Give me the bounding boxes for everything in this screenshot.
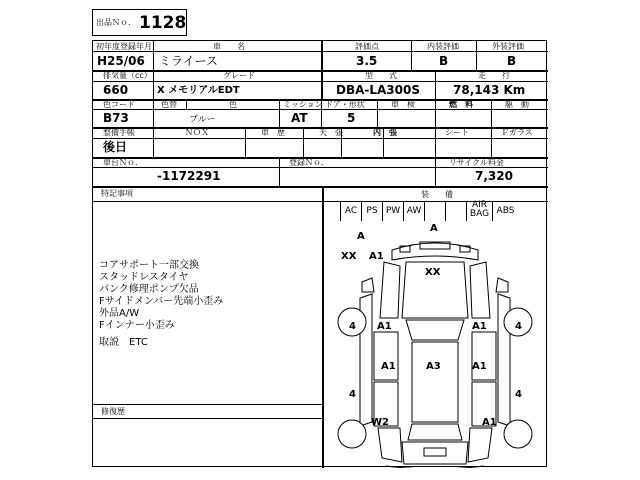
model-code-label: 型 式 (365, 71, 397, 80)
tire-front-left: 4 (349, 321, 356, 332)
mark-fender-left-a1: A1 (369, 251, 384, 262)
mark-rear-right: A1 (482, 417, 497, 428)
nox-label: ＮＯＸ (185, 128, 209, 137)
mark-hood: XX (425, 267, 441, 278)
exterior-grade-label: 外装評価 (492, 42, 524, 51)
mileage-label: 走 行 (478, 71, 510, 80)
exterior-grade-value: B (507, 54, 517, 68)
tire-rear-right: 4 (515, 389, 522, 400)
lot-number-box (92, 9, 187, 36)
car-history-label: 車 歴 (261, 128, 285, 137)
remarks-list (99, 260, 223, 332)
color-change-label: 色替 (161, 100, 177, 109)
mark-rear-left: W2 (371, 417, 389, 428)
tire-front-right: 4 (515, 321, 522, 332)
equipment-cell: ABS (492, 201, 518, 221)
car-name-value: ミライース (159, 54, 219, 68)
mark-door-right: A1 (472, 361, 487, 372)
equipment-cell: PW (382, 201, 403, 221)
door-shape-value: 5 (347, 111, 356, 125)
car-name-label: 車 名 (213, 42, 245, 51)
grade-label: グレード (223, 71, 255, 80)
equipment-cell (424, 201, 445, 221)
inspection-sheet (92, 40, 547, 467)
interior-grade-value: B (439, 54, 449, 68)
drive-label: 駆 動 (505, 100, 529, 109)
remark-line: パンク修理ポンプ欠品 (99, 284, 199, 295)
recycle-fee-label: リサイクル料金 (449, 158, 504, 167)
score-value: 3.5 (356, 54, 378, 68)
mark-pillar: XX (341, 251, 357, 262)
maintenance-book-value: 後日 (103, 140, 128, 154)
equipment-cell: PS (361, 201, 382, 221)
remarks-extra: 取説 ETC (99, 337, 148, 348)
remark-line: コアサポート一部交換 (99, 260, 199, 271)
door-shape-label: ドア・形状 (325, 100, 365, 109)
first-registration-label: 初年度登録年月 (96, 42, 152, 51)
mileage-value: 78,143 Km (453, 83, 526, 97)
displacement-label: 排気量（cc） (103, 71, 152, 80)
mark-front-left: A (357, 231, 365, 242)
color-code-value: B73 (103, 111, 129, 125)
mark-roof: A3 (426, 361, 441, 372)
remarks-title: 特記事項 (101, 189, 133, 198)
mark-door-left: A1 (381, 361, 396, 372)
color-label: 色 (229, 100, 237, 109)
seat-label: シート (445, 128, 469, 137)
chassis-number-value: -1172291 (157, 169, 221, 183)
remark-line: Fサイドメンバー先端小歪み (99, 296, 224, 307)
registration-number-label: 登録Ｎｏ． (289, 158, 329, 167)
first-registration-value: H25/06 (97, 54, 145, 68)
mark-front-top: A (430, 223, 438, 234)
model-code-value: DBA-LA300S (336, 83, 420, 97)
tire-rear-left: 4 (349, 389, 356, 400)
mission-value: AT (291, 111, 308, 125)
remark-line: スタッドレスタイヤ (99, 272, 189, 283)
interior-grade-label: 内装評価 (427, 42, 459, 51)
interior-trim-label: 内 張 (373, 128, 397, 137)
equipment-cell: AC (340, 201, 361, 221)
equipment-cell (445, 201, 466, 221)
chassis-number-label: 車台Ｎｏ． (103, 158, 143, 167)
mission-label: ミッション (283, 100, 323, 109)
equipment-row (340, 201, 547, 221)
score-label: 評価点 (355, 42, 379, 51)
front-glass-label: Ｆガラス (501, 128, 533, 137)
displacement-value: 660 (103, 83, 129, 97)
equipment-cell: AIR BAG (466, 201, 492, 221)
lot-number-label: 出品Ｎｏ． (96, 18, 136, 27)
color-value: ブルー (189, 115, 216, 125)
vehicle-inspection-label: 車 検 (391, 100, 415, 109)
mark-fender-right: A1 (472, 321, 487, 332)
equipment-cell: AW (403, 201, 424, 221)
roof-lining-label: 天 張 (319, 128, 343, 137)
color-code-label: 色コード (103, 100, 135, 109)
repair-history-title: 修復歴 (101, 407, 125, 416)
equipment-title: 装 備 (421, 190, 453, 199)
remark-line: Fインナー小歪み (99, 320, 175, 331)
mark-fender-left: A1 (377, 321, 392, 332)
recycle-fee-value: 7,320 (475, 169, 513, 183)
maintenance-book-label: 整備手帳 (103, 128, 135, 137)
grade-value: X メモリアルEDT (157, 85, 240, 96)
lot-number-value: 1128 (139, 13, 187, 33)
fuel-label: 燃 料 (449, 100, 473, 109)
remark-line: 外品A/W (99, 308, 140, 319)
